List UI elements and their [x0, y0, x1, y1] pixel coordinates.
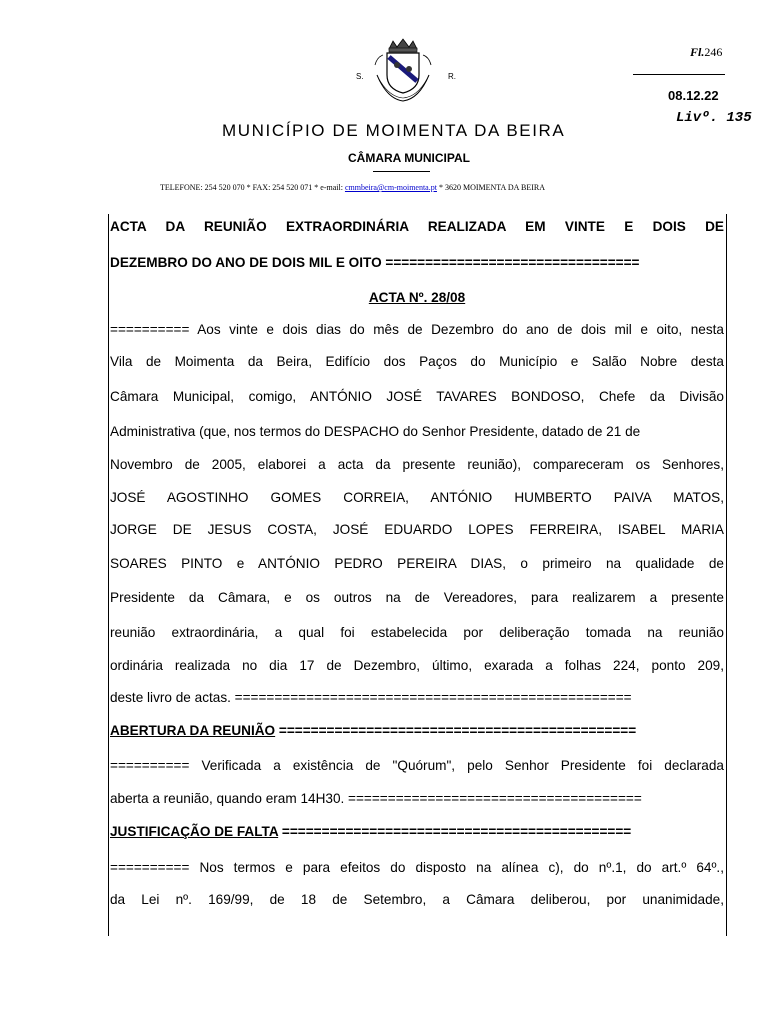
- body-line: Presidente da Câmara, e os outros na de Vereadores, para realizarem a presente: [110, 590, 724, 605]
- body-line: JORGE DE JESUS COSTA, JOSÉ EDUARDO LOPES FERREIRA, ISABEL MARIA: [110, 522, 724, 537]
- section-justificacao-fill: ============================================: [278, 824, 632, 839]
- municipality-title: MUNICÍPIO DE MOIMENTA DA BEIRA: [222, 121, 566, 140]
- crest-right-letter: R.: [448, 72, 456, 81]
- contact-line: [160, 183, 545, 192]
- body-line: aberta a reunião, quando eram 14H30. =====================================: [110, 791, 642, 806]
- body-line: ========== Nos termos e para efeitos do disposto na alínea c), do nº.1, do art.º 64º.,: [110, 860, 724, 875]
- title-line-1: ACTA DA REUNIÃO EXTRAORDINÁRIA REALIZADA EM VINTE E DOIS DE: [110, 219, 724, 234]
- crest-left-letter: S.: [356, 72, 364, 81]
- document-date: 08.12.22: [668, 88, 719, 103]
- body-line: deste livro de actas. ==================================================: [110, 690, 632, 705]
- body-line: JOSÉ AGOSTINHO GOMES CORREIA, ANTÓNIO HUMBERTO PAIVA MATOS,: [110, 490, 724, 505]
- acta-number-text: ACTA Nº. 28/08: [368, 290, 466, 305]
- body-line: Vila de Moimenta da Beira, Edifício dos Paços do Município e Salão Nobre desta: [110, 354, 724, 369]
- camara-subtitle: CÂMARA MUNICIPAL: [348, 151, 470, 165]
- section-justificacao-title: JUSTIFICAÇÃO DE FALTA: [110, 824, 279, 839]
- municipal-coat-of-arms: [367, 35, 439, 107]
- body-line: Novembro de 2005, elaborei a acta da presente reunião), compareceram os Senhores,: [110, 457, 724, 472]
- section-abertura-fill: =============================================: [275, 723, 637, 738]
- body-line: SOARES PINTO e ANTÓNIO PEDRO PEREIRA DIAS, o primeiro na qualidade de: [110, 556, 724, 571]
- right-margin-rule: [726, 214, 727, 936]
- folio-reference: [690, 45, 722, 60]
- folio-label: Fl.: [690, 45, 705, 59]
- book-reference: Livº. 135: [676, 110, 752, 126]
- contact-prefix: TELEFONE: 254 520 070 * FAX: 254 520 071 * e-mail:: [160, 183, 345, 192]
- body-line: ========== Aos vinte e dois dias do mês de Dezembro do ano de dois mil e oito, nesta: [110, 322, 724, 337]
- body-line: ordinária realizada no dia 17 de Dezembro, último, exarada a folhas 224, ponto 209,: [110, 658, 724, 673]
- folio-rule: [633, 74, 725, 75]
- title-line-2: DEZEMBRO DO ANO DE DOIS MIL E OITO ================================: [110, 255, 640, 270]
- section-abertura-title: ABERTURA DA REUNIÃO: [110, 723, 276, 738]
- section-heading-abertura: [110, 723, 724, 738]
- section-heading-justificacao: [110, 824, 724, 839]
- folio-number: 246: [704, 45, 723, 59]
- body-line: reunião extraordinária, a qual foi estabelecida por deliberação tomada na reunião: [110, 625, 724, 640]
- body-line: da Lei nº. 169/99, de 18 de Setembro, a Câmara deliberou, por unanimidade,: [110, 892, 724, 907]
- acta-number: [110, 290, 724, 305]
- body-line: Câmara Municipal, comigo, ANTÓNIO JOSÉ TAVARES BONDOSO, Chefe da Divisão: [110, 389, 724, 404]
- body-line: Administrativa (que, nos termos do DESPACHO do Senhor Presidente, datado de 21 de: [110, 424, 641, 439]
- left-margin-rule: [108, 214, 109, 936]
- contact-email-link[interactable]: cmmbeira@cm-moimenta.pt: [344, 183, 437, 192]
- camara-rule: [373, 171, 430, 172]
- contact-suffix: * 3620 MOIMENTA DA BEIRA: [436, 183, 545, 192]
- body-line: ========== Verificada a existência de "Quórum", pelo Senhor Presidente foi declarada: [110, 758, 724, 773]
